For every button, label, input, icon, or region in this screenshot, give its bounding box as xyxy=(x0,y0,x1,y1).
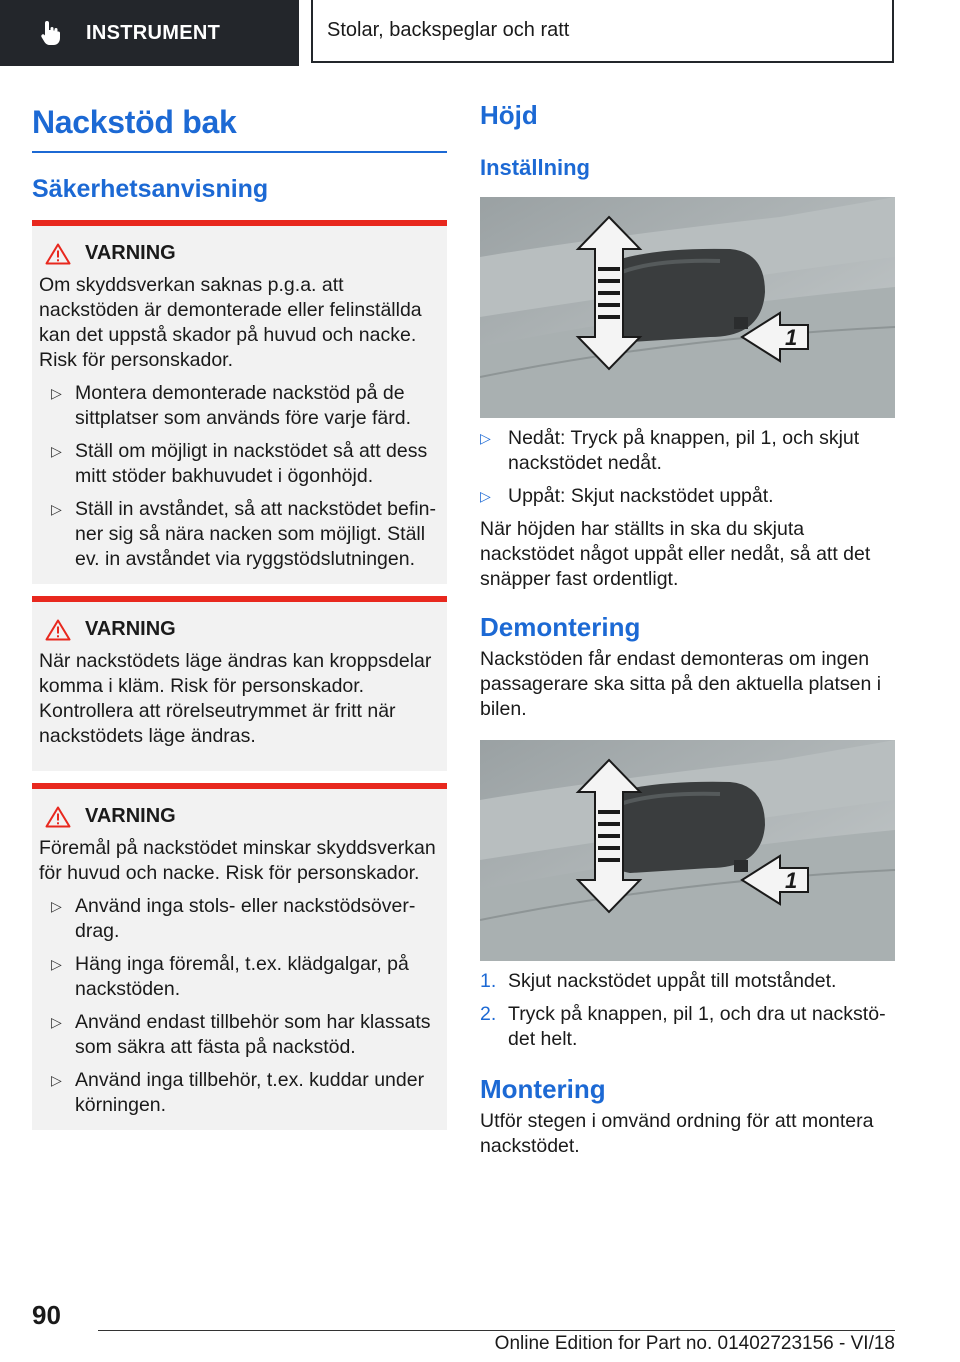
list-item-text: Använd inga stols- eller nackstödsöverdrag. xyxy=(75,895,416,942)
warning-triangle-icon xyxy=(45,806,71,828)
left-column xyxy=(32,100,447,1130)
warning-text: Om skyddsverkan saknas p.g.a. att nackstöden är demonterade eller felinställda kan det uppstå skador på huvud och nacke. Risk för personskador. xyxy=(39,274,422,371)
triangle-right-icon: ▷ xyxy=(51,385,62,401)
warning-triangle-icon xyxy=(45,619,71,641)
list-item-text: Ställ in avståndet, så att nackstödet befinner sig så nära nacken som möjligt. Ställ ev. in avståndet via ryggstödslutningen. xyxy=(75,498,436,570)
list-item-text: Montera demonterade nackstöd på de sittplatser som används före varje färd. xyxy=(75,382,411,429)
step-number: 2. xyxy=(480,1003,497,1025)
title-divider xyxy=(32,151,447,153)
hand-pointer-icon xyxy=(36,18,66,48)
removal-paragraph: Nackstöden får endast demonteras om ingen passagerare ska sitta på den aktuella platsen i bilen. xyxy=(480,648,882,720)
warning-label: VARNING xyxy=(85,618,176,640)
headrest-removal-illustration xyxy=(480,740,895,961)
list-item xyxy=(39,952,437,1002)
list-item-text: Nedåt: Tryck på knappen, pil 1, och skjut nackstödet nedåt. xyxy=(508,427,860,474)
list-item xyxy=(39,439,437,489)
list-item-text: Skjut nackstödet uppåt till motståndet. xyxy=(508,970,837,992)
triangle-right-icon: ▷ xyxy=(51,501,62,517)
list-item xyxy=(480,426,895,476)
triangle-right-icon: ▷ xyxy=(480,430,491,446)
page-header xyxy=(0,0,960,66)
section-tab xyxy=(0,0,299,66)
step-number: 1. xyxy=(480,970,497,992)
section-title: INSTRUMENT xyxy=(86,21,221,44)
list-item xyxy=(480,1002,895,1052)
warning-header xyxy=(45,618,437,641)
section-heading-safety: Säkerhetsanvisning xyxy=(32,175,269,203)
page-number: 90 xyxy=(32,1300,61,1330)
list-item xyxy=(39,381,437,431)
mounting-paragraph: Utför stegen i omvänd ordning för att montera nackstödet. xyxy=(480,1110,874,1157)
callout-label: 1 xyxy=(785,868,798,893)
list-item xyxy=(39,497,437,572)
warning-label: VARNING xyxy=(85,805,176,827)
list-item xyxy=(480,484,895,509)
warning-box xyxy=(32,783,447,1130)
warning-triangle-icon xyxy=(45,243,71,265)
footer-divider xyxy=(98,1330,895,1331)
right-column xyxy=(480,100,895,1159)
warning-label: VARNING xyxy=(85,242,176,264)
triangle-right-icon: ▷ xyxy=(51,1014,62,1030)
callout-label: 1 xyxy=(785,325,798,350)
chapter-box xyxy=(311,0,894,63)
triangle-right-icon: ▷ xyxy=(51,1072,62,1088)
list-item-text: Häng inga föremål, t.ex. klädgalgar, på nackstöden. xyxy=(75,953,409,1000)
warning-bullet-list xyxy=(39,381,437,572)
list-item-text: Tryck på knappen, pil 1, och dra ut nackstödet helt. xyxy=(508,1003,886,1050)
warning-text: Föremål på nackstödet minskar skyddsverkan för huvud och nacke. Risk för personskador. xyxy=(39,837,436,884)
triangle-right-icon: ▷ xyxy=(480,488,491,504)
list-item xyxy=(39,1068,437,1118)
warning-header xyxy=(45,242,437,265)
section-heading-height: Höjd xyxy=(480,100,538,130)
height-bullet-list xyxy=(480,426,895,509)
height-paragraph: När höjden har ställts in ska du skjuta nackstödet något uppåt eller nedåt, så att det snäpper fast ordentligt. xyxy=(480,518,871,590)
subheading-setting: Inställning xyxy=(480,155,590,180)
list-item xyxy=(39,1010,437,1060)
list-item-text: Ställ om möjligt in nackstödet så att dess mitt stöder bakhuvudet i ögonhöjd. xyxy=(75,440,428,487)
section-heading-removal: Demontering xyxy=(480,612,641,642)
removal-steps xyxy=(480,969,895,1052)
page-title: Nackstöd bak xyxy=(32,104,237,140)
section-heading-mounting: Montering xyxy=(480,1074,606,1104)
triangle-right-icon: ▷ xyxy=(51,898,62,914)
list-item-text: Använd inga tillbehör, t.ex. kuddar under körningen. xyxy=(75,1069,425,1116)
chapter-title: Stolar, backspeglar och ratt xyxy=(327,19,570,41)
list-item xyxy=(39,894,437,944)
warning-header xyxy=(45,805,437,828)
list-item-text: Använd endast tillbehör som har klassats som säkra att fästa på nackstöd. xyxy=(75,1011,431,1058)
warning-box xyxy=(32,220,447,584)
list-item xyxy=(480,969,895,994)
warning-box xyxy=(32,596,447,771)
list-item-text: Uppåt: Skjut nackstödet uppåt. xyxy=(508,485,774,507)
triangle-right-icon: ▷ xyxy=(51,443,62,459)
footer-edition: Online Edition for Part no. 01402723156 - VI/18 xyxy=(494,1333,895,1354)
warning-text: När nackstödets läge ändras kan kroppsdelar komma i kläm. Risk för personskador. Kontrollera att rörelseutrymmet är fritt när nackstödets läge ändras. xyxy=(39,650,432,747)
triangle-right-icon: ▷ xyxy=(51,956,62,972)
headrest-adjust-illustration xyxy=(480,197,895,418)
warning-bullet-list xyxy=(39,894,437,1118)
